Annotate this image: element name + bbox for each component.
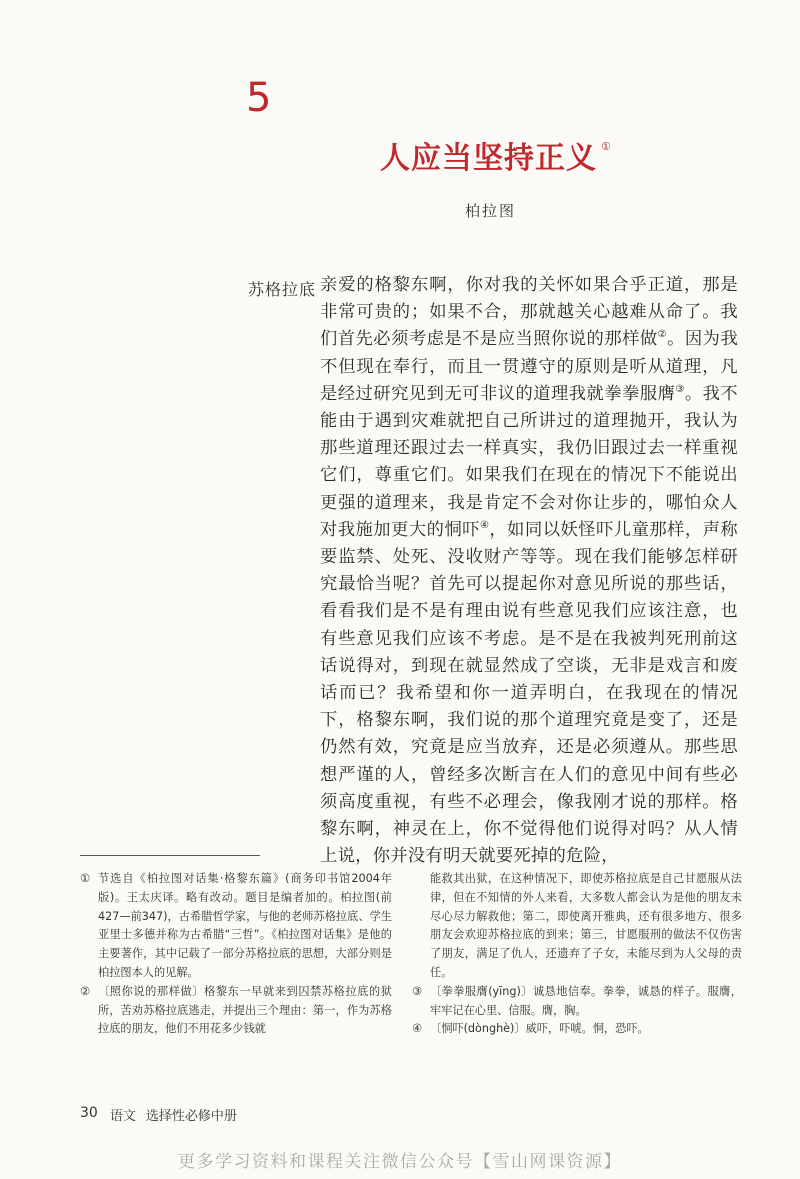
author: 柏拉图 xyxy=(465,202,517,220)
watermark-text: 更多学习资料和课程关注微信公众号【雪山网课资源】 xyxy=(178,1152,622,1172)
footnote-text: 〔照你说的那样做〕格黎东一早就来到囚禁苏格拉底的狱所，苦劝苏格拉底逃走，并提出三个理由：第一，作为苏格拉底的朋友，他们不用花多少钱就 xyxy=(98,984,392,1036)
page-number: 30 xyxy=(80,1105,98,1121)
footnote-ref-4[interactable]: ④ xyxy=(479,519,490,531)
body-text-segment: 亲爱的格黎东啊，你对我的关怀如果合乎正道，那是非常可贵的；如果不合，那就越关心越难从命了。我们首先必须考虑是不是应当照你说的那样做 xyxy=(320,275,738,350)
footnote-item xyxy=(80,983,392,1039)
footnote-ref-2[interactable]: ② xyxy=(657,329,668,341)
footnote-divider xyxy=(80,855,260,856)
footnote-item xyxy=(412,1020,742,1039)
title-footnote-marker[interactable]: ① xyxy=(601,140,612,153)
subject-label: 语文 xyxy=(109,1109,136,1124)
speaker-label: 苏格拉底 xyxy=(248,280,317,299)
footnote-number: ④ xyxy=(412,1022,423,1036)
body-text-segment: 。我不能由于遇到灾难就把自己所讲过的道理抛开，我认为那些道理还跟过去一样真实，我仍旧跟过去一样重视它们，尊重它们。如果我们在现在的情况下不能说出更强的道理来，我是肯定不会对你让步的，哪怕众人对我施加更大的恫吓 xyxy=(320,383,738,540)
title-text: 人应当坚持正义 xyxy=(380,141,597,176)
footnote-text: 〔恫吓(dònghè)〕威吓，吓唬。恫，恐吓。 xyxy=(430,1022,649,1036)
footnote-ref-3[interactable]: ③ xyxy=(675,383,685,395)
footnotes-right-column xyxy=(412,870,742,1039)
book-label: 选择性必修中册 xyxy=(145,1109,237,1124)
page-footer xyxy=(80,1105,237,1124)
footnote-text: 节选自《柏拉图对话集·格黎东篇》(商务印书馆2004年版)。王太庆译。略有改动。题目是编者加的。柏拉图(前427—前347)，古希腊哲学家，与他的老师苏格拉底、学生亚里士多德并称为古希腊“三哲”。《柏拉图对话集》是他的主要著作，其中记载了一部分苏格拉底的思想，大部分则是柏拉图本人的见解。 xyxy=(98,872,392,979)
footnote-text: 〔拳拳服膺(yīng)〕诚恳地信奉。拳拳，诚恳的样子。服膺，牢牢记在心里、信服。膺，胸。 xyxy=(430,984,742,1017)
main-body xyxy=(320,272,738,870)
footnote-item xyxy=(412,983,742,1021)
footnote-number: ① xyxy=(80,872,91,885)
footnote-continuation: 能救其出狱，在这种情况下，即使苏格拉底是自己甘愿服从法律，但在不知情的外人来看，大多数人都会认为是他的朋友未尽心尽力解救他；第二，即使离开雅典，还有很多地方、很多朋友会欢迎苏格拉底的到来；第三，甘愿服刑的做法不仅伤害了朋友，满足了仇人，还遗弃了子女，未能尽到为人父母的责任。 xyxy=(430,872,742,979)
footnote-number: ③ xyxy=(412,984,423,998)
body-text-segment: ，如同以妖怪吓儿童那样，声称要监禁、处死、没收财产等等。现在我们能够怎样研究最恰当呢？首先可以提起你对意见所说的那些话，看看我们是不是有理由说有些意见我们应该注意，也有些意见我们应该不考虑。是不是在我被判死刑前这话说得对，到现在就显然成了空谈，无非是戏言和废话而已？我希望和你一道弄明白，在我现在的情况下，格黎东啊，我们说的那个道理究竟是变了，还是仍然有效，究竟是应当放弃，还是必须遵从。那些思想严谨的人，曾经多次断言在人们的意见中间有些必须高度重视，有些不必理会，像我刚才说的那样。格黎东啊，神灵在上，你不觉得他们说得对吗？从人情上说，你并没有明天就要死掉的危险， xyxy=(320,519,739,867)
footnotes-left-column xyxy=(80,870,392,1039)
footnote-item xyxy=(80,870,392,983)
page-title xyxy=(380,140,612,177)
lesson-number: 5 xyxy=(246,75,272,121)
footnote-number: ② xyxy=(80,984,91,998)
body-text-segment: 。因为我不但现在奉行，而且一贯遵守的原则是听从道理，凡是经过研究见到无可非议的道理我就拳拳服膺 xyxy=(320,329,739,404)
